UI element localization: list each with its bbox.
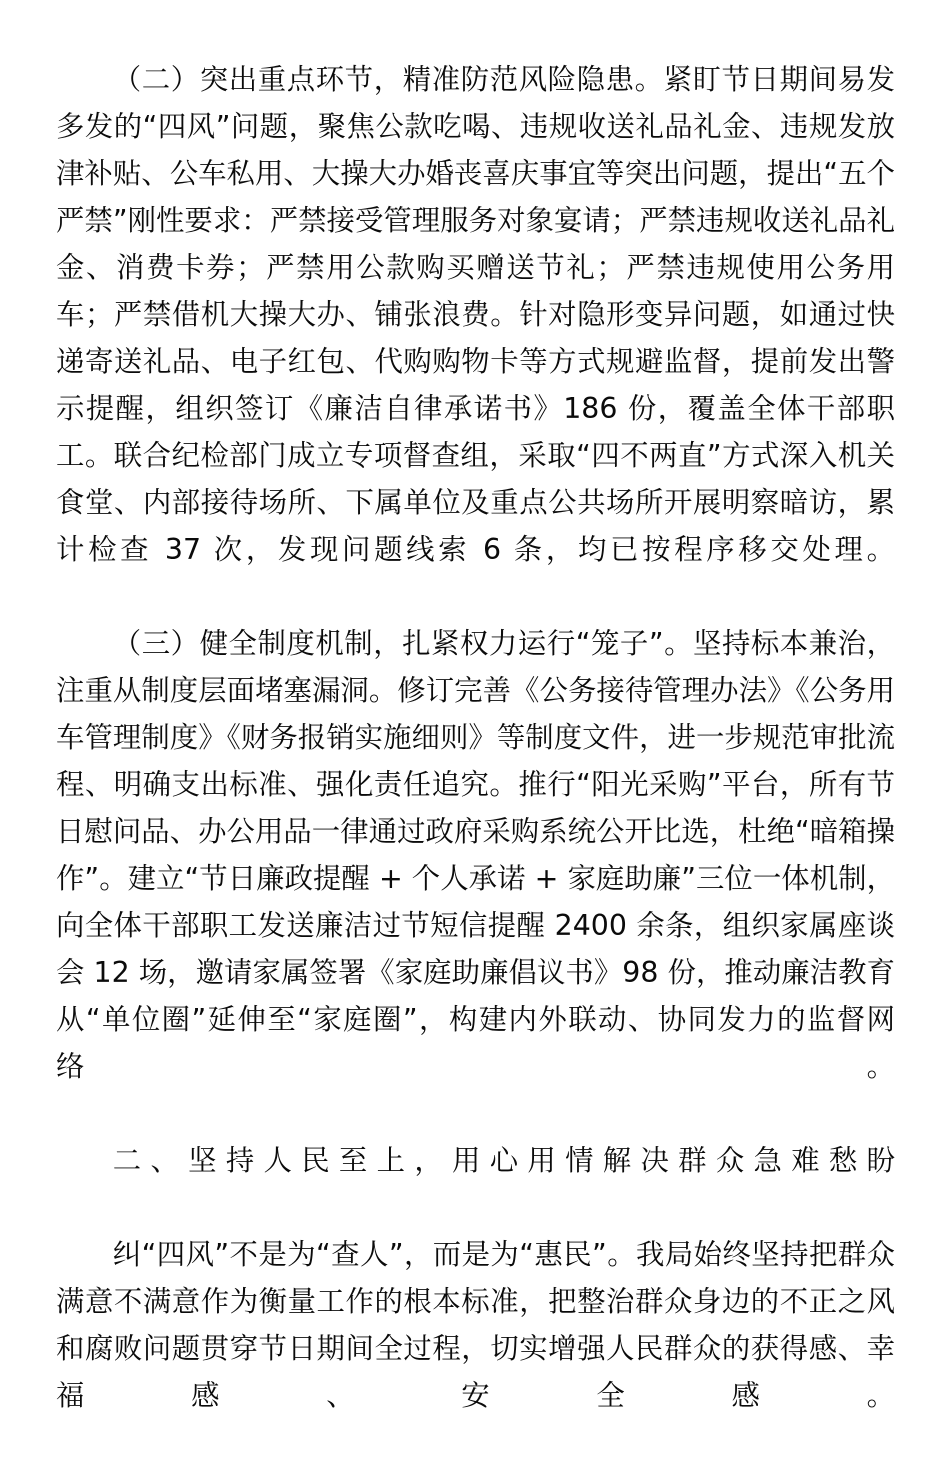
paragraph-section-2-intro: 纠“四风”不是为“查人”，而是为“惠民”。我局始终坚持把群众满意不满意作为衡量工作的根本标准，把整治群众身边的不正之风和腐败问题贯穿节日期间全过程，切实增强人民群众的获得感、幸福感、安全感。 [56, 1238, 895, 1412]
section-heading-two: 二、坚持人民至上，用心用情解决群众急难愁盼 [112, 1144, 895, 1177]
paragraph-section-2-2: （二）突出重点环节，精准防范风险隐患。紧盯节日期间易发多发的“四风”问题，聚焦公款吃喝、违规收送礼品礼金、违规发放津补贴、公车私用、大操大办婚丧喜庆事宜等突出问题，提出“五个严禁”刚性要求：严禁接受管理服务对象宴请；严禁违规收送礼品礼金、消费卡券；严禁用公款购买赠送节礼；严禁违规使用公务用车；严禁借机大操大办、铺张浪费。针对隐形变异问题，如通过快递寄送礼品、电子红包、代购购物卡等方式规避监督，提前发出警示提醒，组织签订《廉洁自律承诺书》186 份，覆盖全体干部职工。联合纪检部门成立专项督查组，采取“四不两直”方式深入机关食堂、内部接待场所、下属单位及重点公共场所开展明察暗访，累计检查 37 次，发现问题线索 6 条，均已按程序移交处理。 [56, 63, 895, 566]
document-body [56, 56, 895, 1466]
paragraph-section-2-3: （三）健全制度机制，扎紧权力运行“笼子”。坚持标本兼治，注重从制度层面堵塞漏洞。修订完善《公务接待管理办法》《公务用车管理制度》《财务报销实施细则》等制度文件，进一步规范审批流程、明确支出标准、强化责任追究。推行“阳光采购”平台，所有节日慰问品、办公用品一律通过政府采购系统公开比选，杜绝“暗箱操作”。建立“节日廉政提醒 + 个人承诺 + 家庭助廉”三位一体机制，向全体干部职工发送廉洁过节短信提醒 2400 余条，组织家属座谈会 12 场，邀请家属签署《家庭助廉倡议书》98 份，推动廉洁教育从“单位圈”延伸至“家庭圈”，构建内外联动、协同发力的监督网络。 [56, 627, 895, 1083]
